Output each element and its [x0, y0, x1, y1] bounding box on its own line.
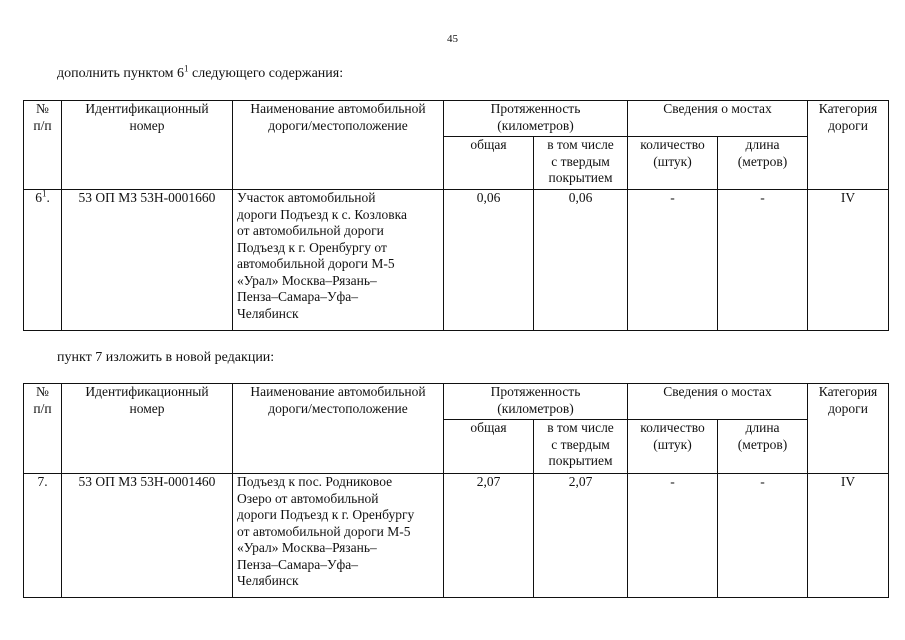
- amendment-paragraph-2: пункт 7 изложить в новой редакции:: [57, 350, 275, 365]
- header-length-total: общая: [444, 420, 534, 474]
- header-bridges-count: количество (штук): [628, 420, 718, 474]
- cell-length-total: 0,06: [444, 190, 534, 331]
- header-length-hard: в том числе с твердым покрытием: [534, 137, 628, 190]
- table-row: [24, 474, 889, 598]
- header-bridges-length: длина (метров): [718, 137, 808, 190]
- cell-num: $6^1$.: [24, 190, 62, 331]
- roads-table-1: [23, 100, 889, 331]
- header-category: Категория дороги: [808, 101, 889, 190]
- cell-category: IV: [808, 190, 889, 331]
- cell-bridges-length: -: [718, 474, 808, 598]
- cell-length-hard: 0,06: [534, 190, 628, 331]
- header-bridges: Сведения о мостах: [628, 384, 808, 420]
- cell-length-hard: 2,07: [534, 474, 628, 598]
- cell-length-total: 2,07: [444, 474, 534, 598]
- header-bridges-length: длина (метров): [718, 420, 808, 474]
- amendment-paragraph-1: [57, 63, 344, 82]
- cell-bridges-count: -: [628, 474, 718, 598]
- cell-category: IV: [808, 474, 889, 598]
- header-num: № п/п: [24, 101, 62, 190]
- cell-name: Участок автомобильной дороги Подъезд к с. Козловка от автомобильной дороги Подъезд к г. Оренбургу от автомобильной дороги М-5 «Урал» Москва–Рязань– Пенза–Самара–Уфа– Челябинск: [233, 190, 444, 331]
- cell-id: 53 ОП МЗ 53Н-0001460: [62, 474, 233, 598]
- para1-text: дополнить пунктом 6: [57, 66, 185, 81]
- table-row: [24, 190, 889, 331]
- header-name: Наименование автомобильной дороги/местоположение: [233, 384, 444, 474]
- para1-superscript: 1: [184, 63, 189, 74]
- header-length-total: общая: [444, 137, 534, 190]
- header-name: Наименование автомобильной дороги/местоположение: [233, 101, 444, 190]
- header-length: Протяженность (километров): [444, 101, 628, 137]
- header-category: Категория дороги: [808, 384, 889, 474]
- header-length-hard: в том числе с твердым покрытием: [534, 420, 628, 474]
- header-id: Идентификационный номер: [62, 384, 233, 474]
- page-number: 45: [447, 33, 458, 45]
- header-id: Идентификационный номер: [62, 101, 233, 190]
- para1-text-after: следующего содержания:: [188, 66, 344, 81]
- cell-name: Подъезд к пос. Родниковое Озеро от автомобильной дороги Подъезд к г. Оренбургу от автомобильной дороги М-5 «Урал» Москва–Рязань– Пенза–Самара–Уфа– Челябинск: [233, 474, 444, 598]
- header-bridges-count: количество (штук): [628, 137, 718, 190]
- roads-table-2: [23, 383, 889, 598]
- cell-bridges-count: -: [628, 190, 718, 331]
- header-length: Протяженность (километров): [444, 384, 628, 420]
- header-num: № п/п: [24, 384, 62, 474]
- header-bridges: Сведения о мостах: [628, 101, 808, 137]
- cell-num: 7.: [24, 474, 62, 598]
- cell-id: 53 ОП МЗ 53Н-0001660: [62, 190, 233, 331]
- cell-bridges-length: -: [718, 190, 808, 331]
